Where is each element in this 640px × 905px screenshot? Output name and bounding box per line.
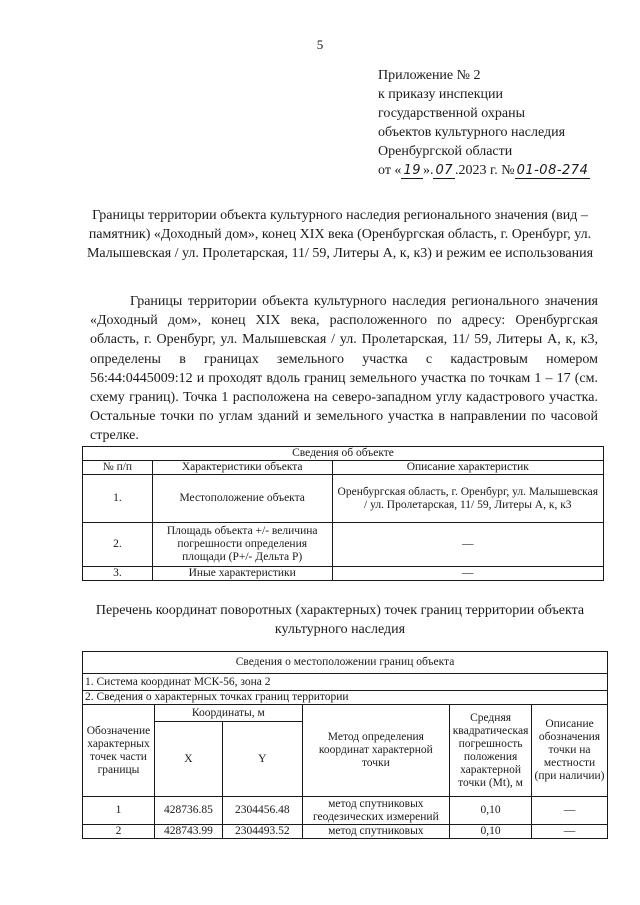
appendix-block bbox=[378, 66, 628, 180]
cell: Площадь объекта +/- величина погрешности определения площади (Р+/- Дельта Р) bbox=[152, 523, 332, 567]
header-y: Y bbox=[222, 722, 302, 797]
points-section-title: 2. Сведения о характерных точках границ территории bbox=[83, 691, 608, 705]
page-number: 5 bbox=[316, 37, 324, 52]
table-row bbox=[83, 797, 608, 825]
cell: метод спутниковых bbox=[302, 825, 449, 839]
cell: — bbox=[332, 567, 603, 581]
cell: Местоположение объекта bbox=[152, 475, 332, 523]
cell: 428743.99 bbox=[154, 825, 222, 839]
coordinates-list-title: Перечень координат поворотных (характерных) точек границ территории объекта культурного наследия bbox=[95, 603, 585, 637]
appendix-line: государственной охраны bbox=[378, 106, 526, 121]
date-mid: ». bbox=[422, 163, 434, 178]
header-point-description: Описание обозначения точки на местности (при наличии) bbox=[532, 705, 608, 797]
cell: — bbox=[532, 797, 608, 825]
coord-table-title: Сведения о местоположении границ объекта bbox=[83, 652, 608, 674]
cell: Иные характеристики bbox=[152, 567, 332, 581]
table-row bbox=[83, 475, 604, 523]
header-point: Обозначение характерных точек части границы bbox=[83, 705, 155, 797]
object-info-table bbox=[82, 446, 604, 581]
cell: — bbox=[532, 825, 608, 839]
header-characteristic: Характеристики объекта bbox=[152, 461, 332, 475]
date-prefix: от « bbox=[378, 163, 402, 178]
header-error: Средняя квадратическая погрешность положения характерной точки (Mt), м bbox=[450, 705, 532, 797]
document-heading: Границы территории объекта культурного наследия регионального значения (вид – памятник) «Доходный дом», конец XIX века (Оренбургская область, г. Оренбург, ул. Малышевская / ул. Пролетарская, 11/ 59, Литеры А, к, к3) и режим ее использования bbox=[86, 208, 594, 261]
intro-paragraph bbox=[90, 292, 598, 446]
handwritten-month: 07 bbox=[435, 163, 454, 178]
appendix-date-line bbox=[378, 161, 628, 180]
header-method: Метод определения координат характерной точки bbox=[302, 705, 449, 797]
cell: 2 bbox=[83, 825, 155, 839]
date-year: .2023 г. № bbox=[455, 163, 515, 178]
cell: 3. bbox=[83, 567, 153, 581]
handwritten-order-number: 01-08-274 bbox=[516, 163, 589, 178]
table-row bbox=[83, 567, 604, 581]
cell: — bbox=[332, 523, 603, 567]
cell: 2. bbox=[83, 523, 153, 567]
handwritten-day: 19 bbox=[403, 163, 421, 178]
coordinates-table bbox=[82, 651, 608, 839]
object-table-title: Сведения об объекте bbox=[83, 447, 604, 461]
cell: 2304493.52 bbox=[222, 825, 302, 839]
header-x: X bbox=[154, 722, 222, 797]
appendix-line: объектов культурного наследия bbox=[378, 125, 566, 140]
header-number: № п/п bbox=[83, 461, 153, 475]
appendix-line: Оренбургской области bbox=[378, 144, 513, 159]
cell: 0,10 bbox=[450, 797, 532, 825]
header-coordinates: Координаты, м bbox=[154, 705, 302, 722]
appendix-line: к приказу инспекции bbox=[378, 87, 504, 102]
cell: Оренбургская область, г. Оренбург, ул. Малышевская / ул. Пролетарская, 11/ 59, Литеры А, к, к3 bbox=[332, 475, 603, 523]
cell: 2304456.48 bbox=[222, 797, 302, 825]
cell: 1 bbox=[83, 797, 155, 825]
cell: 1. bbox=[83, 475, 153, 523]
intro-text: Границы территории объекта культурного наследия регионального значения «Доходный дом», конец XIX века, расположенного по адресу: Оренбургская область, г. Оренбург, ул. Малышевская / ул. Пролетарская, 11/ 59, Литеры А, к, к3, определены в границах земельного участка с кадастровым номером 56:44:0445009:12 и проходят вдоль границ земельного участка по точкам 1 – 17 (см. схему границ). Точка 1 расположена на северо-западном углу кадастрового участка. Остальные точки по углам зданий и земельного участка в направлении по часовой стрелке. bbox=[90, 294, 598, 444]
cell: 0,10 bbox=[450, 825, 532, 839]
appendix-line: Приложение № 2 bbox=[378, 68, 481, 83]
coordinate-system: 1. Система координат МСК-56, зона 2 bbox=[83, 674, 608, 691]
header-description: Описание характеристик bbox=[332, 461, 603, 475]
cell: метод спутниковых геодезических измерений bbox=[302, 797, 449, 825]
cell: 428736.85 bbox=[154, 797, 222, 825]
table-row bbox=[83, 523, 604, 567]
table-row bbox=[83, 825, 608, 839]
